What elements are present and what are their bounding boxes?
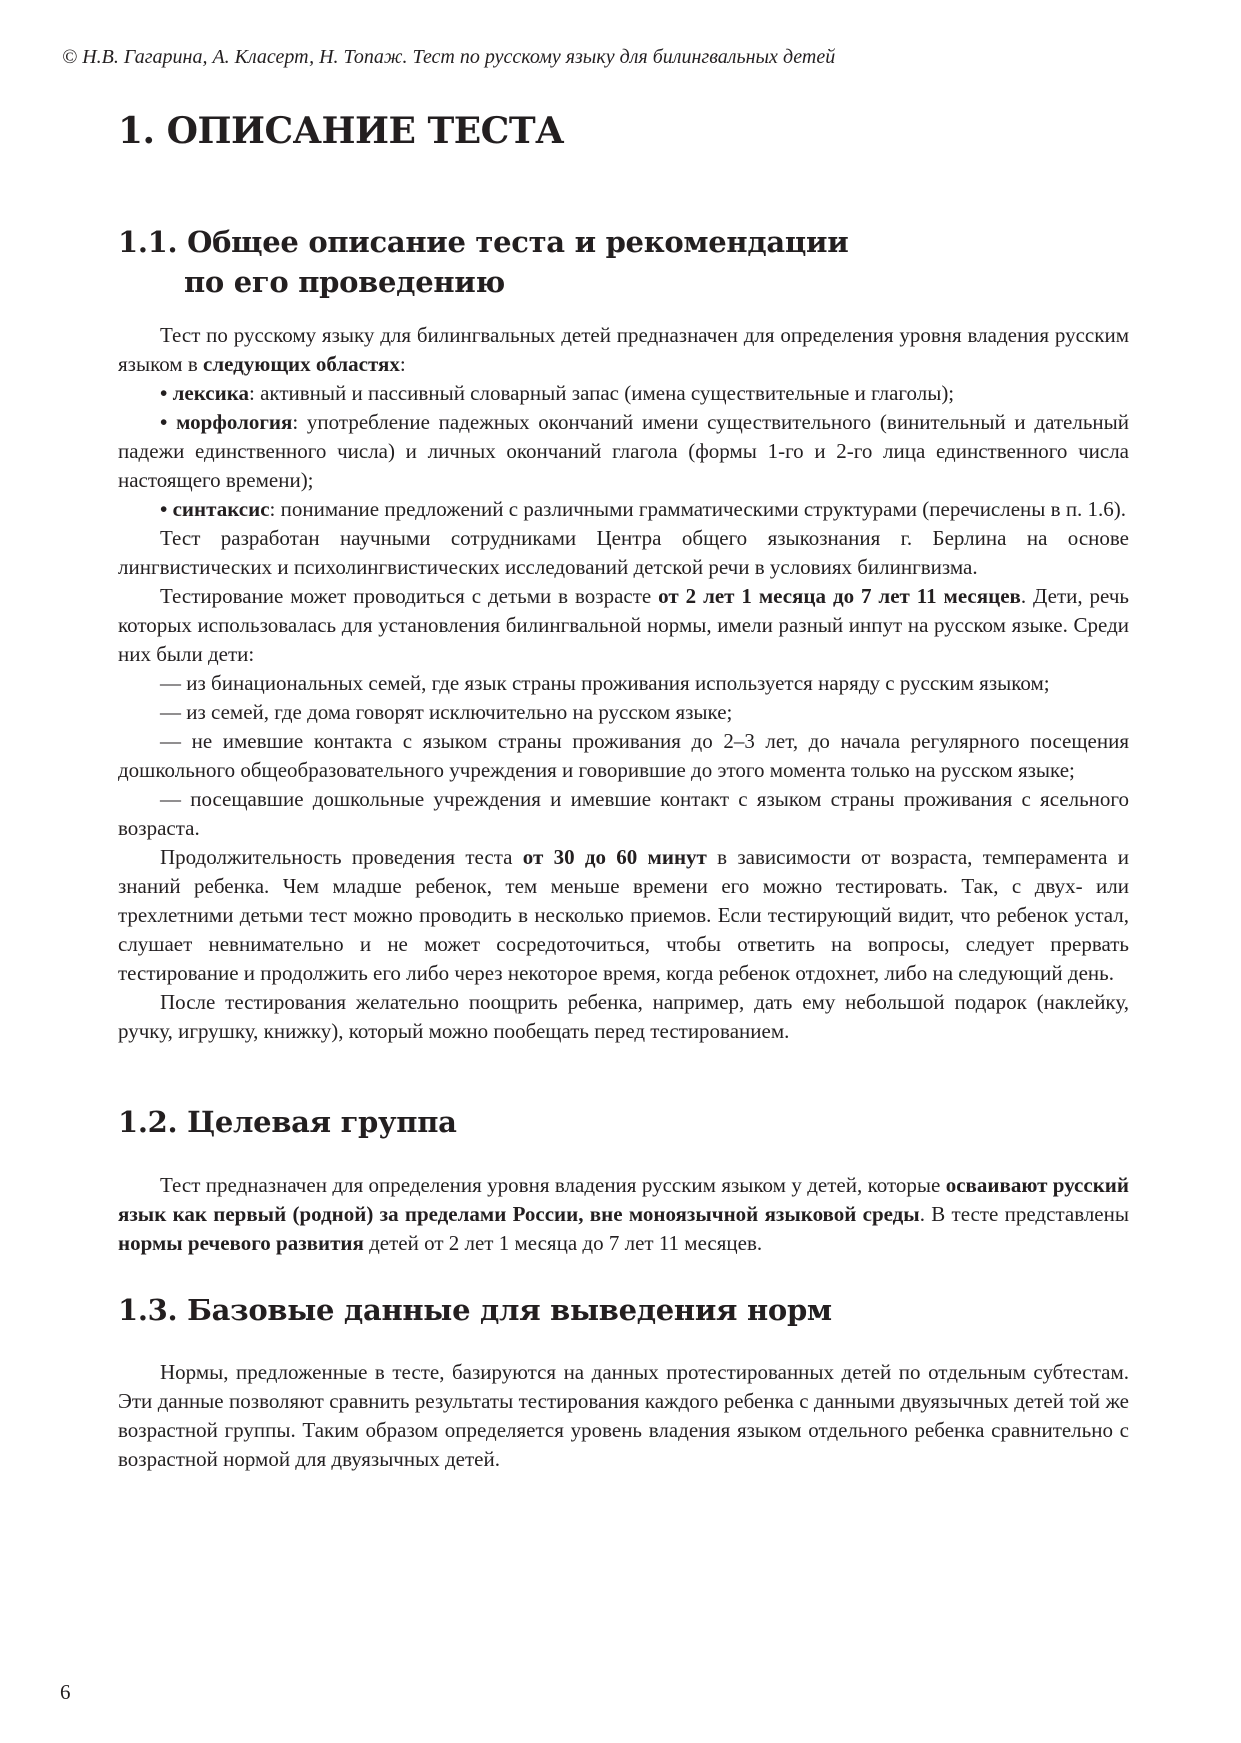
- bullet-icon: •: [160, 497, 168, 521]
- section-title-1-1-line2: по его проведению: [184, 265, 505, 299]
- section-1-2-body: [118, 1171, 1129, 1258]
- dash-item-nursery: — посещавшие дошкольные учреждения и имевшие контакт с языком страны проживания с ясельного возраста.: [118, 787, 1129, 840]
- paragraph-reward: После тестирования желательно поощрить ребенка, например, дать ему небольшой подарок (наклейку, ручку, игрушку, книжку), который можно пообещать перед тестированием.: [118, 990, 1129, 1043]
- dash-item-binational: — из бинациональных семей, где язык страны проживания используется наряду с русским языком;: [160, 671, 1050, 695]
- bullet-syntax: • синтаксис: понимание предложений с различными грамматическими структурами (перечислены в п. 1.6).: [160, 497, 1127, 521]
- bullet-icon: •: [160, 410, 168, 434]
- bullet-morphology: • морфология: употребление падежных окончаний имени существительного (винительный и дательный падежи единственного числа) и личных окончаний глагола (формы 1-го и 2-го лица единственного числа настоящего времени);: [118, 410, 1130, 492]
- bullet-lexicon: • лексика: активный и пассивный словарный запас (имена существительные и глаголы);: [160, 381, 955, 405]
- dash-item-no-contact: — не имевшие контакта с языком страны проживания до 2–3 лет, до начала регулярного посещения дошкольного общеобразовательного учреждения и говорившие до этого момента только на русском языке;: [118, 729, 1129, 782]
- page-number: 6: [60, 1680, 71, 1704]
- chapter-title: 1. ОПИСАНИЕ ТЕСТА: [118, 110, 564, 152]
- paragraph-developer: Тест разработан научными сотрудниками Центра общего языкознания г. Берлина на основе лингвистических и психолингвистических исследований детской речи в условиях билингвизма.: [118, 526, 1129, 579]
- section-title-1-3: 1.3. Базовые данные для выведения норм: [118, 1293, 832, 1327]
- paragraph-duration: Продолжительность проведения теста от 30 до 60 минут в зависимости от возраста, темперамента и знаний ребенка. Чем младше ребенок, тем меньше времени его можно тестировать. Так, с двух- или трехлетними детьми тест можно проводить в несколько приемов. Если тестирующий видит, что ребенок устал, слушает невнимательно и не может сосредоточиться, чтобы ответить на вопросы, следует прервать тестирование и продолжить его либо через некоторое время, когда ребенок отдохнет, либо на следующий день.: [118, 845, 1129, 985]
- section-1-3-body: [118, 1358, 1129, 1474]
- running-header: © Н.В. Гагарина, А. Класерт, Н. Топаж. Тест по русскому языку для билингвальных детей: [62, 46, 836, 68]
- section-title-1-2: 1.2. Целевая группа: [118, 1105, 457, 1139]
- section-title-1-1-line1: 1.1. Общее описание теста и рекомендации: [118, 225, 849, 259]
- paragraph-age-range: Тестирование может проводиться с детьми в возрасте от 2 лет 1 месяца до 7 лет 11 месяцев. Дети, речь которых использовалась для установления билингвальной нормы, имели разный инпут на русском языке. Среди них были дети:: [118, 584, 1129, 666]
- section-title-1-1: [118, 222, 848, 302]
- paragraph-target-group: Тест предназначен для определения уровня владения русским языком у детей, которые осваивают русский язык как первый (родной) за пределами России, вне моноязычной языковой среды. В тесте представлены нормы речевого развития детей от 2 лет 1 месяца до 7 лет 11 месяцев.: [118, 1173, 1130, 1255]
- paragraph-norms: Нормы, предложенные в тесте, базируются на данных протестированных детей по отдельным субтестам. Эти данные позволяют сравнить результаты тестирования каждого ребенка с данными двуязычных детей той же возрастной группы. Таким образом определяется уровень владения языком отдельного ребенка сравнительно с возрастной нормой для двуязычных детей.: [118, 1360, 1129, 1471]
- dash-item-russian-home: — из семей, где дома говорят исключительно на русском языке;: [160, 700, 733, 724]
- section-1-1-body: [118, 321, 1129, 1046]
- paragraph-areas: Тест по русскому языку для билингвальных детей предназначен для определения уровня владения русским языком в следующих областях:: [118, 323, 1129, 376]
- bullet-icon: •: [160, 381, 168, 405]
